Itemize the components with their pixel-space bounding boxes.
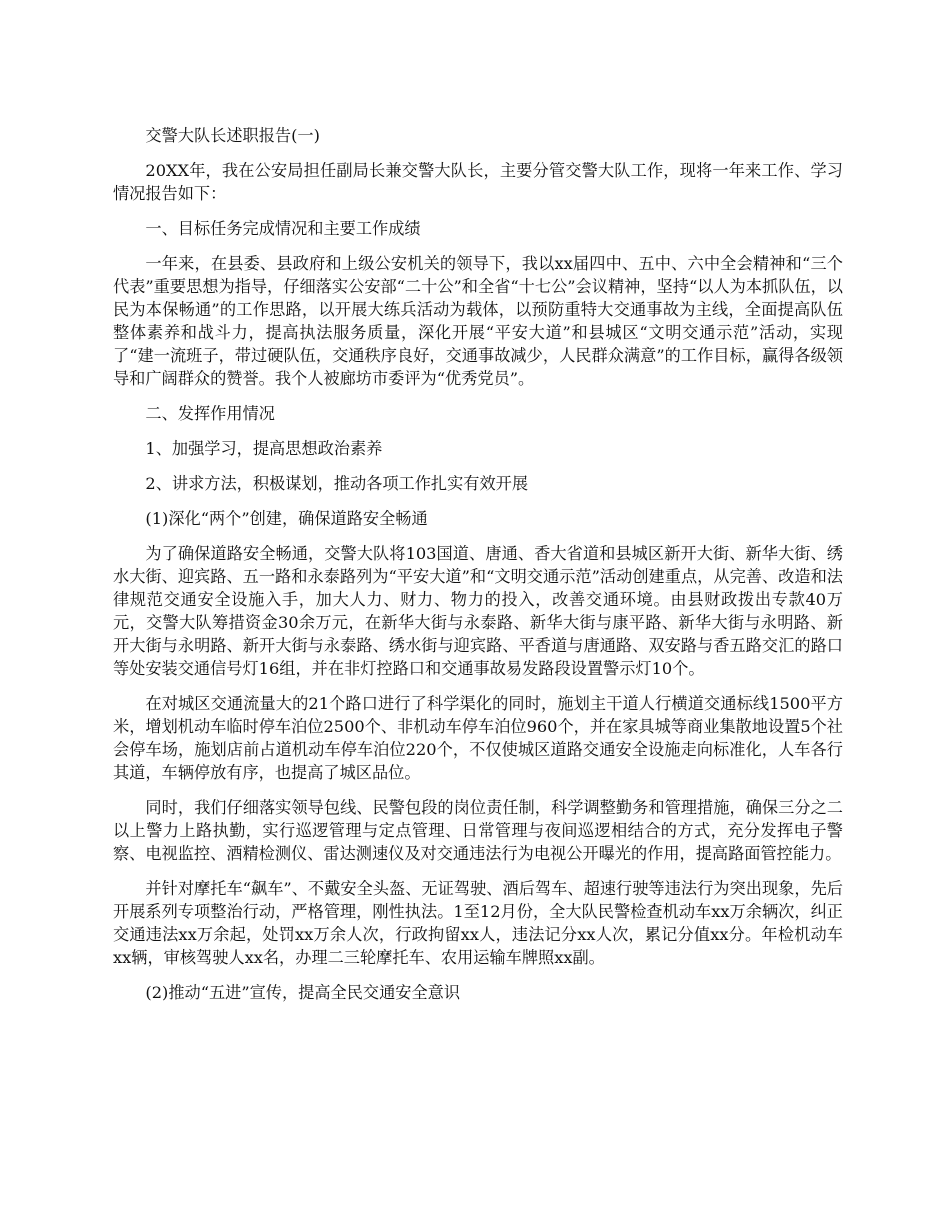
- road-safety-paragraph: 为了确保道路安全畅通，交警大队将103国道、唐通、香大省道和县城区新开大街、新华大街、绣水大街、迎宾路、五一路和永泰路列为“平安大道”和“文明交通示范”活动创建重点，从完善、改造和法律规范交通安全设施入手，加大人力、财力、物力的投入，改善交通环境。由县财政拨出专款40万元，交警大队筹措资金30余万元，在新华大街与永泰路、新华大街与康平路、新华大街与永明路、新开大街与永明路、新开大街与永泰路、绣水街与迎宾路、平香道与唐通路、双安路与香五路交汇的路口等处安装交通信号灯16组，并在非灯控路口和交通事故易发路段设置警示灯10个。: [113, 544, 843, 678]
- intersection-paragraph: 在对城区交通流量大的21个路口进行了科学渠化的同时，施划主干道人行横道交通标线1500平方米，增划机动车临时停车泊位2500个、非机动车停车泊位960个，并在家具城等商业集散地设置5个社会停车场，施划店前占道机动车停车泊位220个，不仅使城区道路交通安全设施走向标准化，人车各行其道，车辆停放有序，也提高了城区品位。: [113, 694, 843, 782]
- intro-paragraph: 20XX年，我在公安局担任副局长兼交警大队长，主要分管交警大队工作，现将一年来工作、学习情况报告如下：: [113, 161, 843, 203]
- enforcement-paragraph: 并针对摩托车“飙车”、不戴安全头盔、无证驾驶、酒后驾车、超速行驶等违法行为突出现象，先后开展系列专项整治行动，严格管理，刚性执法。1至12月份，全大队民警检查机动车xx万余辆次，纠正交通违法xx万余起，处罚xx万余人次，行政拘留xx人，违法记分xx人次，累记分值xx分。年检机动车xx辆，审核驾驶人xx名，办理二三轮摩托车、农用运输车牌照xx副。: [113, 879, 843, 967]
- document-body: [113, 124, 843, 1016]
- patrol-paragraph: 同时，我们仔细落实领导包线、民警包段的岗位责任制，科学调整勤务和管理措施，确保三分之二以上警力上路执勤，实行巡逻管理与定点管理、日常管理与夜间巡逻相结合的方式，充分发挥电子警察、电视监控、酒精检测仪、雷达测速仪及对交通违法行为电视公开曝光的作用，提高路面管控能力。: [113, 798, 843, 863]
- subheading-creation: (1)深化“两个”创建，确保道路安全畅通: [145, 509, 428, 528]
- subheading-study: 1、加强学习，提高思想政治素养: [145, 439, 383, 458]
- subheading-methods: 2、讲求方法，积极谋划，推动各项工作扎实有效开展: [145, 474, 529, 493]
- subheading-publicity: (2)推动“五进”宣传，提高全民交通安全意识: [145, 983, 461, 1002]
- section-heading-1: 一、目标任务完成情况和主要工作成绩: [145, 219, 421, 238]
- section-heading-2: 二、发挥作用情况: [145, 404, 275, 423]
- achievement-paragraph: 一年来，在县委、县政府和上级公安机关的领导下，我以xx届四中、五中、六中全会精神和“三个代表”重要思想为指导，仔细落实公安部“二十公”和全省“十七公”会议精神，坚持“以人为本抓队伍，以民为本保畅通”的工作思路，以开展大练兵活动为载体，以预防重特大交通事故为主线，全面提高队伍整体素养和战斗力，提高执法服务质量，深化开展“平安大道”和县城区“文明交通示范”活动，实现了“建一流班子，带过硬队伍，交通秩序良好，交通事故减少，人民群众满意”的工作目标，赢得各级领导和广阔群众的赞誉。我个人被廊坊市委评为“优秀党员”。: [113, 254, 843, 388]
- document-title: 交警大队长述职报告(一): [145, 126, 320, 145]
